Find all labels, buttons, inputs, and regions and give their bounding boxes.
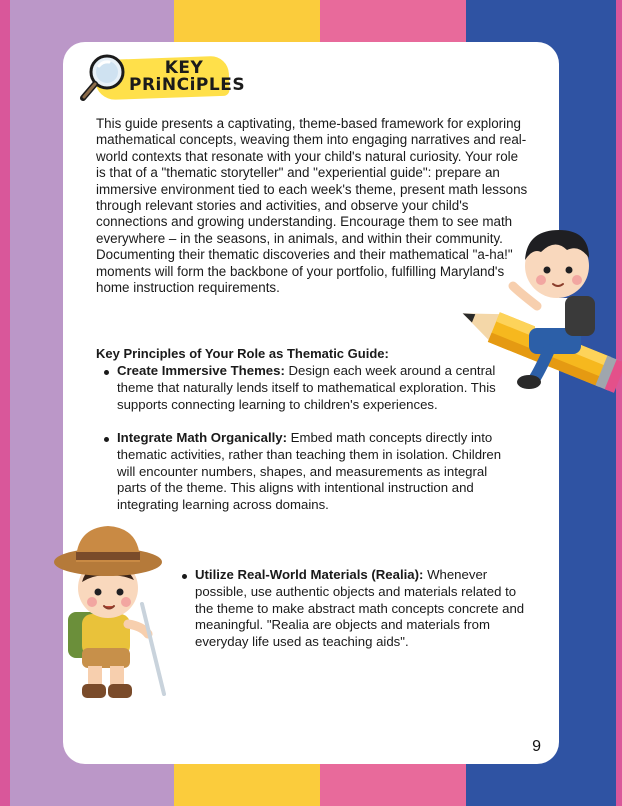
kid-on-pencil-illustration [455, 208, 622, 408]
explorer-kid-illustration [30, 516, 180, 706]
stripe-pink-edge [0, 0, 10, 806]
principle-text: Design each week around a central theme that naturally lends itself to mathematical exploration. This supports connecting learning to children's experiences. [117, 363, 496, 412]
page-title-line1: KEY [164, 58, 204, 78]
principle-item [97, 430, 517, 514]
intro-paragraph: This guide presents a captivating, theme-based framework for exploring mathematical concepts, weaving them into engaging narratives and real-world contexts that resonate with your child's natural curiosity. Your role is that of a "thematic storyteller" and "experiential guide": prepare an immersive environment tied to each week's theme, present math lessons through relevant stories and activities, and observe your child's connections and growing understanding. Encourage them to see math everywhere – in the seasons, in animals, and within their community. Documenting their thematic discoveries and their mathematical "a-ha!" moments will form the backbone of your portfolio, fulfilling Maryland's home instruction requirements. [96, 116, 528, 296]
principle-text: Embed math concepts directly into thematic activities, rather than teaching them in isolation. Children will encounter numbers, shapes, and measurements as integral parts of the theme. This aligns with intentional instruction and integrating learning across domains. [117, 430, 502, 513]
principle-title: Integrate Math Organically: [117, 430, 288, 445]
principle-title: Utilize Real-World Materials (Realia): [195, 567, 424, 582]
magnifying-glass-icon [71, 50, 131, 106]
section-heading: Key Principles of Your Role as Thematic Guide: [96, 346, 389, 361]
principle-title: Create Immersive Themes: [117, 363, 285, 378]
page-title [129, 58, 246, 95]
principle-text: Whenever possible, use authentic objects and materials related to the theme to make abstract math concepts concrete and meaningful. "Realia are objects and materials from everyday life used as teaching aids". [195, 567, 525, 650]
page-number: 9 [532, 738, 541, 755]
principle-item [175, 567, 530, 651]
principle-item [97, 363, 517, 413]
title-banner [71, 48, 251, 104]
page-title-line2: PRiNCiPLES [129, 75, 246, 95]
